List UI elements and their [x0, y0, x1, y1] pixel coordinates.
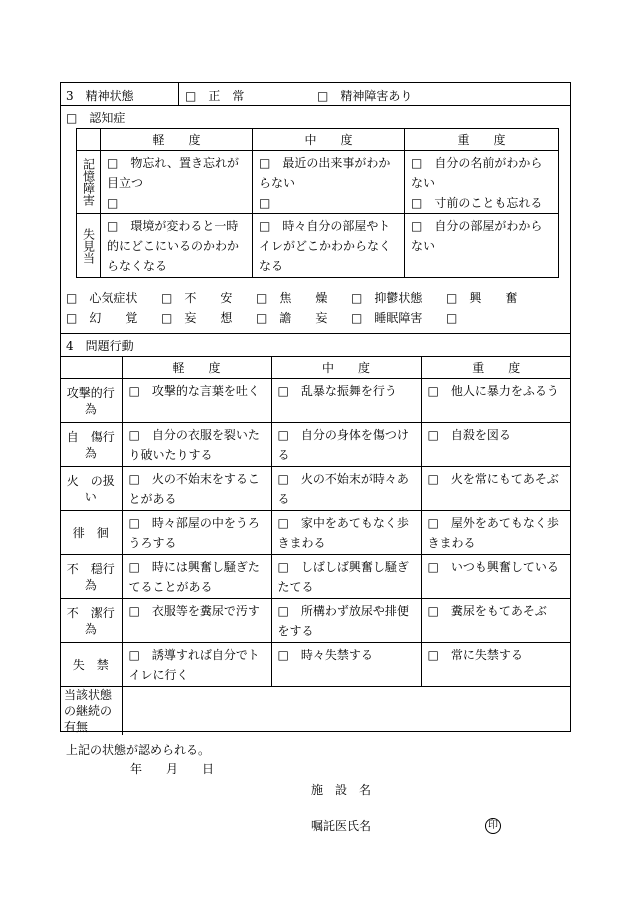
checkbox-delirium[interactable]: □ 譫 妄	[256, 311, 328, 325]
assessment-form	[60, 82, 571, 732]
checkbox-anxiety[interactable]: □ 不 安	[161, 291, 233, 305]
checkbox-normal[interactable]: □ 正 常	[185, 89, 245, 103]
dementia-header-severe: 重 度	[405, 129, 559, 151]
seal-icon: 印	[485, 818, 501, 834]
section3-title: 3 精神状態	[66, 89, 134, 103]
statement-text: 上記の状態が認められる。	[66, 743, 211, 757]
checkbox-aggressive-moderate[interactable]: □ 乱暴な振舞を行う	[271, 379, 421, 423]
checkbox-excitement[interactable]: □ 興 奮	[446, 291, 518, 305]
checkbox-self-harm-mild[interactable]: □ 自分の衣服を裂いたり破いたりする	[122, 423, 271, 467]
checkbox-memory-moderate[interactable]: □ 最近の出来事がわからない	[259, 156, 391, 190]
checkbox-memory-severe[interactable]: □ 自分の名前がわからない	[411, 156, 543, 190]
section4-title: 4 問題行動	[66, 339, 134, 353]
behavior-label-incontinence: 失 禁	[60, 643, 122, 687]
checkbox-sleep-disorder[interactable]: □ 睡眠障害	[351, 311, 423, 325]
behavior-header-moderate: 中 度	[271, 357, 421, 379]
checkbox-disorientation-moderate[interactable]: □ 時々自分の部屋やトイレがどこかわからなくなる	[253, 214, 405, 278]
doctor-name-label: 嘱託医氏名	[311, 819, 372, 833]
checkbox-aggressive-mild[interactable]: □ 攻撃的な言葉を吐く	[122, 379, 271, 423]
checkbox-hallucination[interactable]: □ 幻 覚	[66, 311, 138, 325]
checkbox-wandering-mild[interactable]: □ 時々部屋の中をうろうろする	[122, 511, 271, 555]
checkbox-disorientation-mild[interactable]: □ 環境が変わると一時的にどこにいるのかわからなくなる	[101, 214, 253, 278]
checkbox-memory-mild[interactable]: □ 物忘れ、置き忘れが目立つ	[107, 156, 240, 190]
checkbox-fire-mild[interactable]: □ 火の不始末をすることがある	[122, 467, 271, 511]
facility-name-label: 施 設 名	[311, 783, 372, 797]
continuation-field[interactable]	[122, 687, 571, 736]
date-field[interactable]: 年 月 日	[130, 762, 215, 776]
behavior-label-restless: 不 穏行 為	[60, 555, 122, 599]
dementia-header-mild: 軽 度	[101, 129, 253, 151]
behavior-label-unclean: 不 潔行 為	[60, 599, 122, 643]
checkbox-unclean-mild[interactable]: □ 衣服等を糞尿で汚す	[122, 599, 271, 643]
checkbox-fire-severe[interactable]: □ 火を常にもてあそぶ	[421, 467, 571, 511]
checkbox-dementia[interactable]: □ 認知症	[66, 111, 126, 125]
continuation-label: 当該状態の継続の有無	[60, 687, 122, 736]
checkbox-incontinence-moderate[interactable]: □ 時々失禁する	[271, 643, 421, 687]
behavior-label-wandering: 徘 徊	[60, 511, 122, 555]
checkbox-incontinence-severe[interactable]: □ 常に失禁する	[421, 643, 571, 687]
checkbox-self-harm-moderate[interactable]: □ 自分の身体を傷つける	[271, 423, 421, 467]
memory-impairment-label: 記憶障害	[81, 158, 96, 206]
behavior-table	[60, 356, 571, 735]
behavior-label-aggressive: 攻撃的行 為	[60, 379, 122, 423]
checkbox-memory-severe-extra[interactable]: □ 寸前のことも忘れる	[411, 196, 543, 210]
behavior-label-self-harm: 自 傷行 為	[60, 423, 122, 467]
checkbox-unclean-severe[interactable]: □ 糞尿をもてあそぶ	[421, 599, 571, 643]
checkbox-restless-severe[interactable]: □ いつも興奮している	[421, 555, 571, 599]
checkbox-disorientation-severe[interactable]: □ 自分の部屋がわからない	[405, 214, 559, 278]
checkbox-memory-moderate-extra[interactable]: □	[259, 196, 271, 210]
checkbox-incontinence-mild[interactable]: □ 誘導すれば自分でトイレに行く	[122, 643, 271, 687]
checkbox-wandering-moderate[interactable]: □ 家中をあてもなく歩きまわる	[271, 511, 421, 555]
dementia-table	[76, 128, 559, 278]
checkbox-other-symptom[interactable]: □	[446, 311, 458, 325]
checkbox-delusion[interactable]: □ 妄 想	[161, 311, 233, 325]
checkbox-self-harm-severe[interactable]: □ 自殺を図る	[421, 423, 571, 467]
checkbox-wandering-severe[interactable]: □ 屋外をあてもなく歩きまわる	[421, 511, 571, 555]
checkbox-mental-disorder[interactable]: □ 精神障害あり	[317, 89, 413, 103]
checkbox-restless-moderate[interactable]: □ しばしば興奮し騒ぎたてる	[271, 555, 421, 599]
disorientation-label: 失見当	[81, 227, 96, 264]
behavior-header-severe: 重 度	[421, 357, 571, 379]
checkbox-restless-mild[interactable]: □ 時には興奮し騒ぎたてることがある	[122, 555, 271, 599]
checkbox-aggressive-severe[interactable]: □ 他人に暴力をふるう	[421, 379, 571, 423]
dementia-header-moderate: 中 度	[253, 129, 405, 151]
checkbox-depression[interactable]: □ 抑鬱状態	[351, 291, 423, 305]
checkbox-hypochondria[interactable]: □ 心気症状	[66, 291, 138, 305]
behavior-header-mild: 軽 度	[122, 357, 271, 379]
checkbox-memory-mild-extra[interactable]: □	[107, 196, 119, 210]
behavior-label-fire: 火 の扱 い	[60, 467, 122, 511]
checkbox-agitation[interactable]: □ 焦 燥	[256, 291, 328, 305]
checkbox-unclean-moderate[interactable]: □ 所構わず放尿や排便をする	[271, 599, 421, 643]
checkbox-fire-moderate[interactable]: □ 火の不始末が時々ある	[271, 467, 421, 511]
